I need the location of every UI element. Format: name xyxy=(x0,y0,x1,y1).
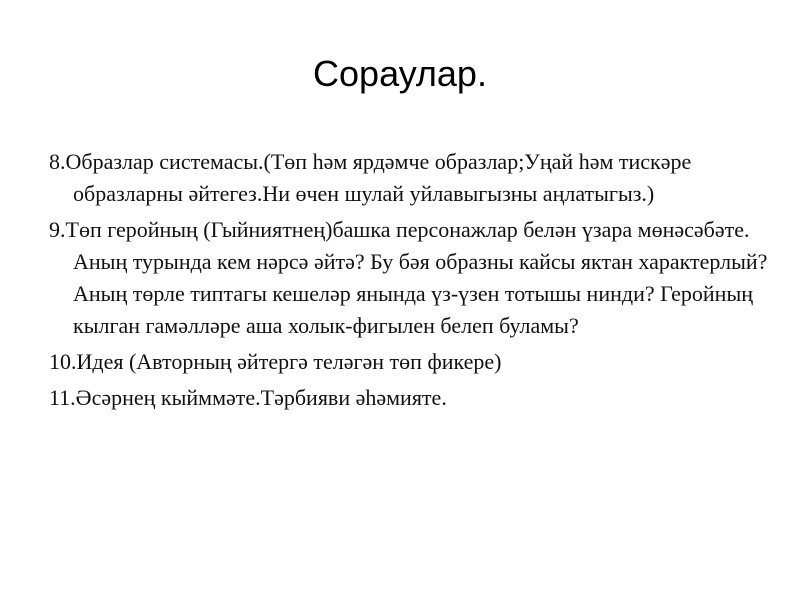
slide-title: Сораулар. xyxy=(313,53,487,94)
list-item-9: 9.Төп геройның (Гыйниятнең)башка персонажлар белән үзара мөнәсәбәте. Аның турында кем нәрсә әйтә? Бу бәя образны кайсы яктан характерлый? Аның төрле типтагы кешеләр янында үз-үзен тотышы нинди? Геройның кылган гамәлләре аша холык-фигылен белеп буламы? xyxy=(49,217,768,338)
list-item-8: 8.Образлар системасы.(Төп һәм ярдәмче образлар;Уңай һәм тискәре образларны әйтегез.Ни өчен шулай уйлавыгызны аңлатыгыз.) xyxy=(49,149,692,206)
list-item-10: 10.Идея (Авторның әйтергә теләгән төп фикере) xyxy=(49,349,502,374)
questions-list xyxy=(49,146,769,418)
list-item-11: 11.Әсәрнең кыйммәте.Тәрбияви әһәмияте. xyxy=(49,385,447,410)
